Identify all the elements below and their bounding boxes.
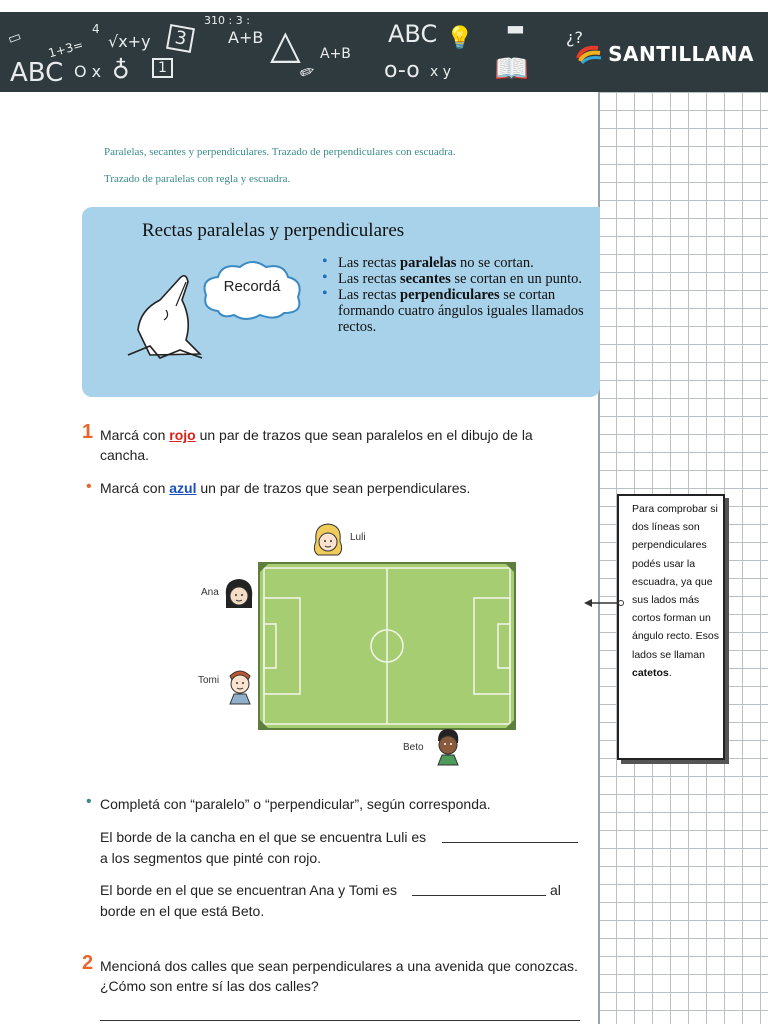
ana-face-icon	[222, 576, 256, 612]
note-end: .	[668, 666, 672, 679]
s1-line2: a los segmentos que pinté con rojo.	[100, 850, 322, 866]
b3-bold: perpendiculares	[400, 287, 500, 303]
brand-logo	[576, 42, 754, 66]
doodle-abc-left: ABC	[10, 58, 64, 88]
apple-icon: ♁	[112, 56, 130, 84]
info-bullets	[322, 255, 584, 335]
field-markings	[258, 562, 516, 730]
doodle-aplusb-2: A+B	[320, 46, 351, 62]
bullet-perpendiculares	[322, 287, 584, 335]
q1-post: un par de trazos que sean paralelos en el dibujo de la cancha.	[100, 427, 533, 463]
arrow-left-icon	[584, 596, 624, 610]
s1-line1: El borde de la cancha en el que se encuentra Luli es	[100, 829, 427, 845]
q1b-post: un par de trazos que sean perpendiculares.	[196, 480, 471, 496]
complete-instruction: Completá con “paralelo” o “perpendicular”, según corresponda.	[100, 796, 491, 812]
doodle-die-one: 1	[152, 58, 173, 78]
doodle-division: 310 : 3 :	[204, 14, 250, 27]
doodle-root: √x+y	[108, 32, 151, 51]
q1b-blue-word: azul	[169, 480, 197, 496]
b3-post: se cortan formando cuatro ángulos iguales llamados rectos.	[338, 287, 584, 335]
note-body: Para comprobar si dos líneas son perpendiculares podés usar la escuadra, ya que sus lados más cortos forman un ángulo recto. Esos lados se llaman	[632, 503, 719, 661]
ruler-icon: ▬	[506, 16, 525, 40]
q1-text	[100, 425, 580, 465]
q2-answer-line[interactable]	[100, 1020, 580, 1021]
header-banner	[0, 12, 768, 92]
subtitle-1: Paralelas, secantes y perpendiculares. Trazado de perpendiculares con escuadra.	[104, 146, 456, 158]
eraser-icon: ▭	[5, 28, 24, 48]
b1-post: no se cortan.	[456, 255, 534, 271]
luli-face-icon	[310, 521, 346, 559]
santillana-logo-icon	[576, 44, 602, 64]
b2-pre: Las rectas	[338, 271, 400, 287]
doodle-question: ¿?	[566, 28, 583, 47]
book-icon: 📖	[494, 52, 529, 85]
note-bold: catetos	[632, 666, 669, 679]
b3-pre: Las rectas	[338, 287, 400, 303]
b2-post: se cortan en un punto.	[450, 271, 583, 287]
bullet-paralelas	[322, 255, 584, 271]
bullet-secantes	[322, 271, 584, 287]
doodle-four: 4	[92, 22, 100, 36]
b1-bold: paralelas	[400, 255, 457, 271]
q2-number: 2	[82, 952, 94, 974]
top-strip	[0, 0, 768, 12]
q1b-bullet: •	[86, 478, 92, 495]
q1-red-word: rojo	[169, 427, 196, 443]
brand-name: SANTILLANA	[608, 42, 754, 66]
s2-al: al	[550, 882, 561, 898]
s2-blank-input[interactable]	[412, 895, 546, 896]
doodle-xy: x y	[430, 64, 452, 80]
q1b-text	[100, 478, 580, 498]
q1-pre: Marcá con	[100, 427, 170, 443]
label-tomi: Tomi	[198, 675, 220, 686]
doodle-formula: 1+3=	[46, 37, 85, 61]
label-luli: Luli	[350, 532, 366, 543]
mascot-icon	[120, 270, 210, 365]
q1-number: 1	[82, 421, 94, 443]
doodle-ox: O x	[74, 62, 102, 81]
b2-bold: secantes	[400, 271, 451, 287]
subtitle-2: Trazado de paralelas con regla y escuadra.	[104, 173, 291, 185]
label-ana: Ana	[201, 587, 219, 598]
q1b-pre: Marcá con	[100, 480, 170, 496]
beto-face-icon	[432, 727, 464, 767]
tomi-face-icon	[224, 666, 256, 706]
q2-text: Mencioná dos calles que sean perpendiculares a una avenida que conozcas. ¿Cómo son entre sí las dos calles?	[100, 958, 578, 994]
glasses-icon: o-o	[384, 58, 420, 83]
lightbulb-icon: 💡	[446, 26, 474, 51]
pencil-icon: ✏	[296, 60, 319, 85]
info-title: Rectas paralelas y perpendiculares	[142, 220, 405, 241]
s2-line2: borde en el que está Beto.	[100, 903, 265, 919]
doodle-aplusb: A+B	[228, 28, 264, 47]
label-beto: Beto	[403, 742, 424, 753]
doodle-abc-top: ABC	[388, 20, 438, 48]
cloud-label: Recordá	[223, 278, 281, 295]
pyramid-icon: △	[270, 22, 301, 68]
side-note-text	[632, 500, 720, 682]
s1-blank-input[interactable]	[442, 842, 578, 843]
s2-line1: El borde en el que se encuentran Ana y Tomi es	[100, 882, 398, 898]
b1-pre: Las rectas	[338, 255, 400, 271]
doodle-die-three: 3	[166, 24, 195, 53]
complete-bullet: •	[86, 793, 92, 810]
